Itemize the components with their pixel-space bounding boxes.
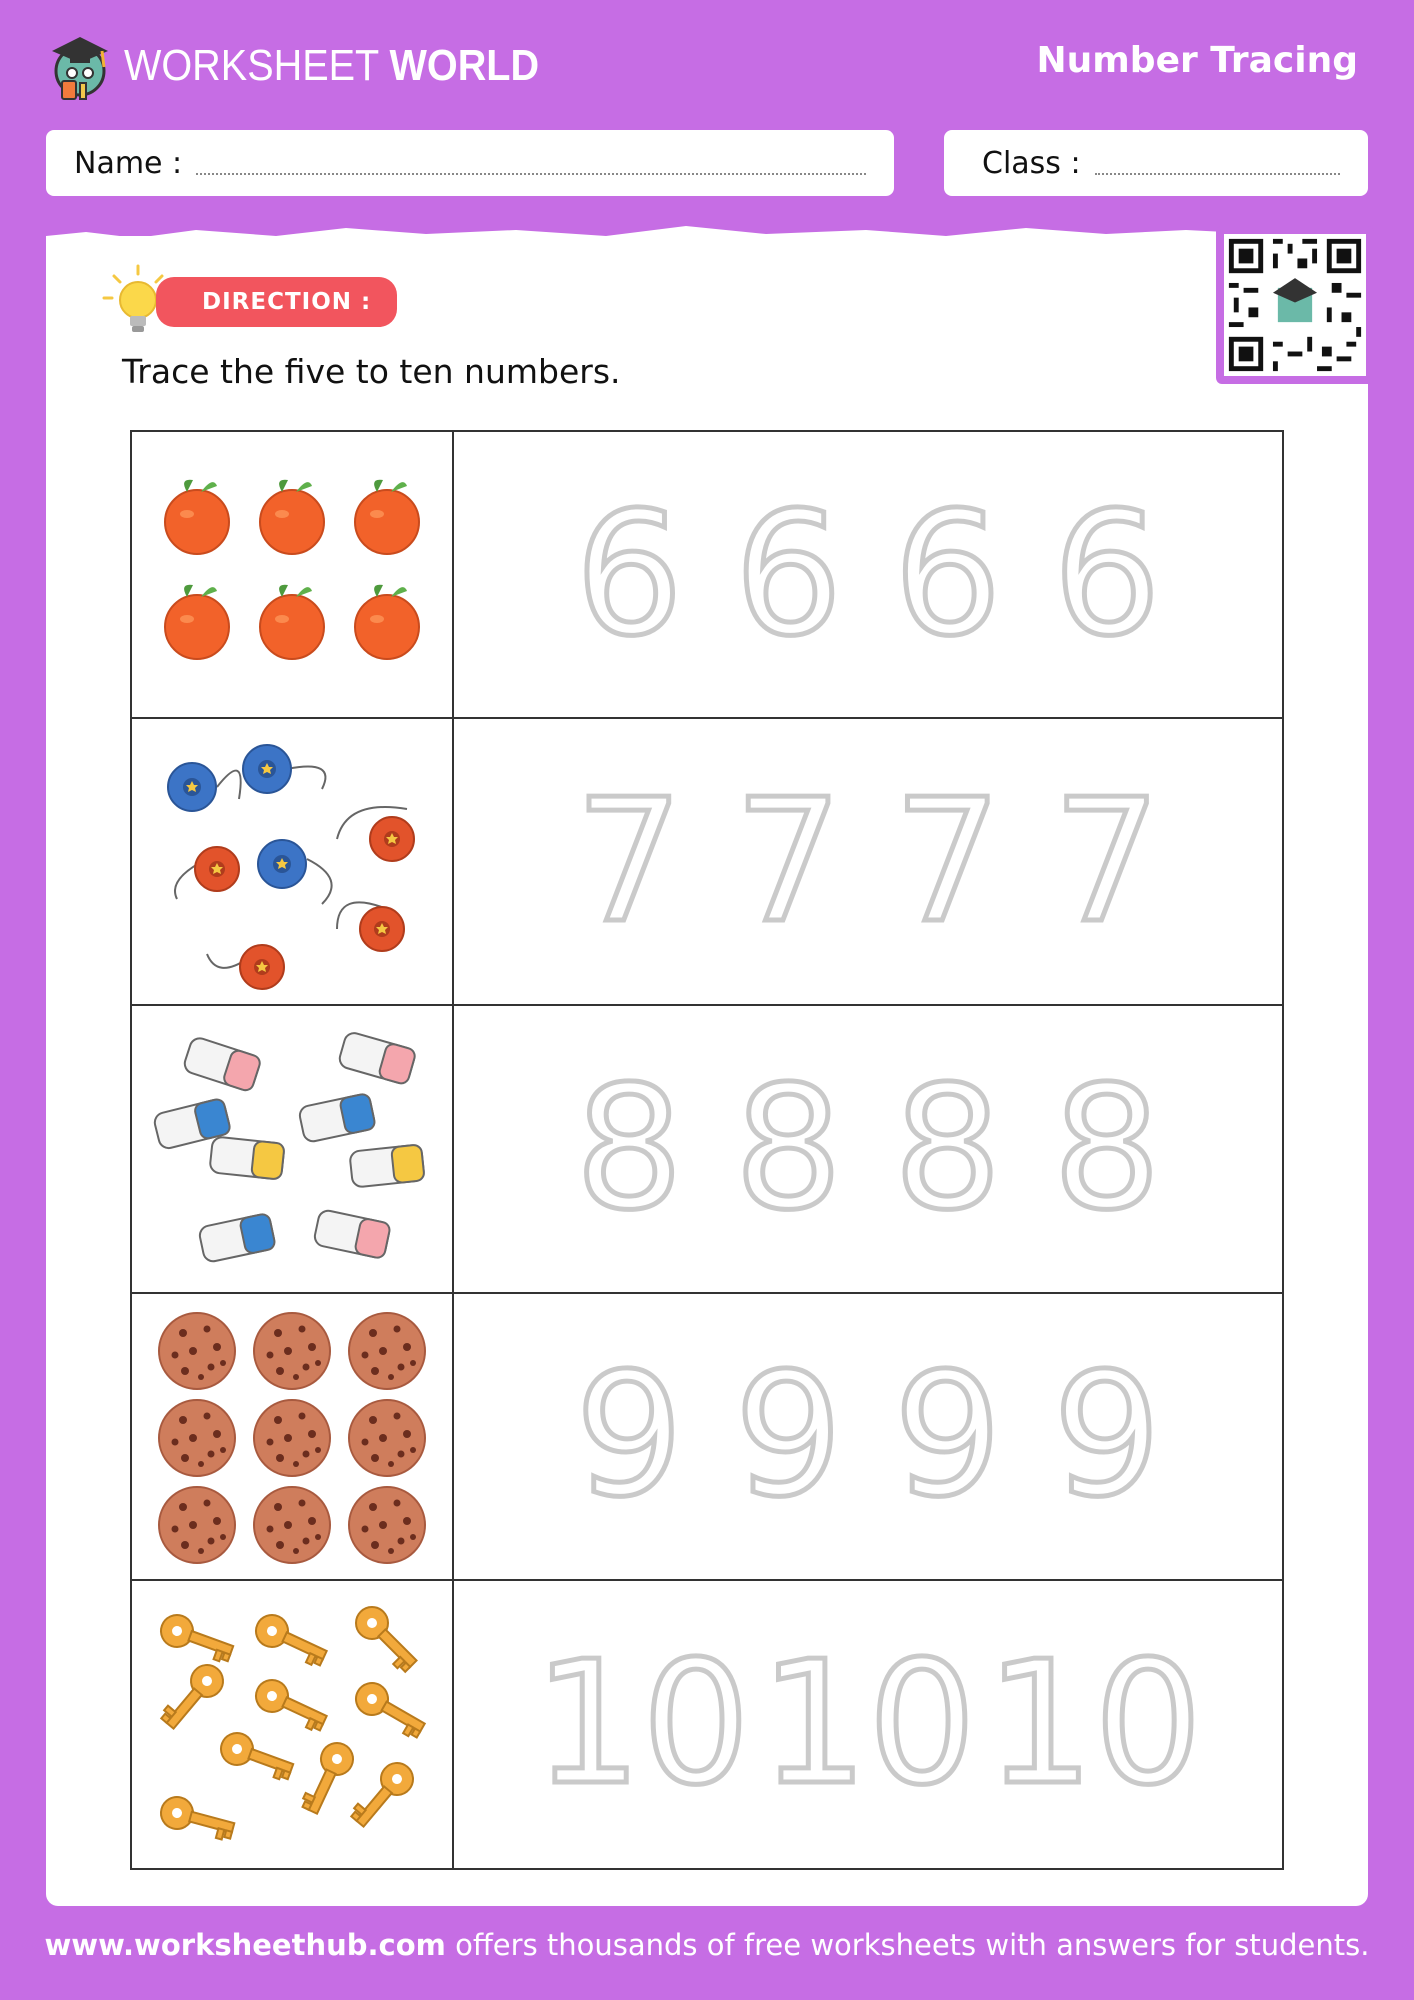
qr-code-icon (1224, 234, 1366, 376)
name-field[interactable] (46, 130, 894, 196)
trace-digit[interactable]: 10 (533, 1625, 751, 1824)
keys-icon (147, 1591, 437, 1857)
footer-message: offers thousands of free worksheets with answers for students. (445, 1928, 1370, 1962)
trace-digit[interactable]: 10 (985, 1625, 1203, 1824)
torn-paper-edge (46, 222, 1368, 254)
class-label: Class : (982, 145, 1081, 181)
footer-site-link[interactable]: www.worksheethub.com (44, 1928, 446, 1962)
row-7-picture (132, 719, 454, 1006)
trace-digit[interactable]: 10 (759, 1625, 977, 1824)
brand-name-bold: WORLD (389, 41, 540, 90)
instruction-text: Trace the five to ten numbers. (122, 352, 621, 391)
class-writing-line[interactable] (1095, 173, 1340, 175)
trace-digit[interactable]: 8 (575, 1049, 684, 1248)
footer-text (0, 1928, 1414, 1962)
yo-yos-icon (147, 729, 437, 995)
name-writing-line[interactable] (196, 173, 866, 175)
row-6-picture (132, 432, 454, 719)
brand-name (124, 41, 539, 91)
trace-digit[interactable]: 9 (1052, 1337, 1161, 1536)
row-8-tracing[interactable] (454, 1006, 1282, 1293)
trace-digit[interactable]: 7 (893, 762, 1002, 961)
class-field[interactable] (944, 130, 1368, 196)
direction-label: DIRECTION : (156, 277, 397, 327)
trace-digit[interactable]: 6 (1052, 475, 1161, 674)
row-7-tracing[interactable] (454, 719, 1282, 1006)
trace-digit[interactable]: 6 (575, 475, 684, 674)
trace-digit[interactable]: 8 (734, 1049, 843, 1248)
trace-digit[interactable]: 7 (734, 762, 843, 961)
row-10-picture (132, 1581, 454, 1868)
trace-digit[interactable]: 6 (734, 475, 843, 674)
row-8-picture (132, 1006, 454, 1293)
worksheet-title: Number Tracing (1036, 40, 1358, 81)
row-9-tracing[interactable] (454, 1294, 1282, 1581)
row-6-tracing[interactable] (454, 432, 1282, 719)
qr-code[interactable] (1216, 226, 1374, 384)
trace-digit[interactable]: 6 (893, 475, 1002, 674)
trace-digit[interactable]: 8 (893, 1049, 1002, 1248)
cookies-icon (147, 1303, 437, 1569)
trace-digit[interactable]: 9 (893, 1337, 1002, 1536)
row-9-picture (132, 1294, 454, 1581)
trace-digit[interactable]: 9 (575, 1337, 684, 1536)
oranges-icon (147, 442, 437, 708)
trace-digit[interactable]: 7 (575, 762, 684, 961)
erasers-icon (147, 1016, 437, 1282)
direction-banner (100, 262, 397, 342)
trace-digit[interactable]: 8 (1052, 1049, 1161, 1248)
tracing-table (130, 430, 1284, 1870)
brand-logo (46, 28, 585, 104)
graduate-mascot-icon (46, 31, 114, 101)
row-10-tracing[interactable] (454, 1581, 1282, 1868)
trace-digit[interactable]: 9 (734, 1337, 843, 1536)
brand-name-light: WORKSHEET (124, 41, 379, 90)
name-label: Name : (74, 145, 183, 181)
trace-digit[interactable]: 7 (1052, 762, 1161, 961)
